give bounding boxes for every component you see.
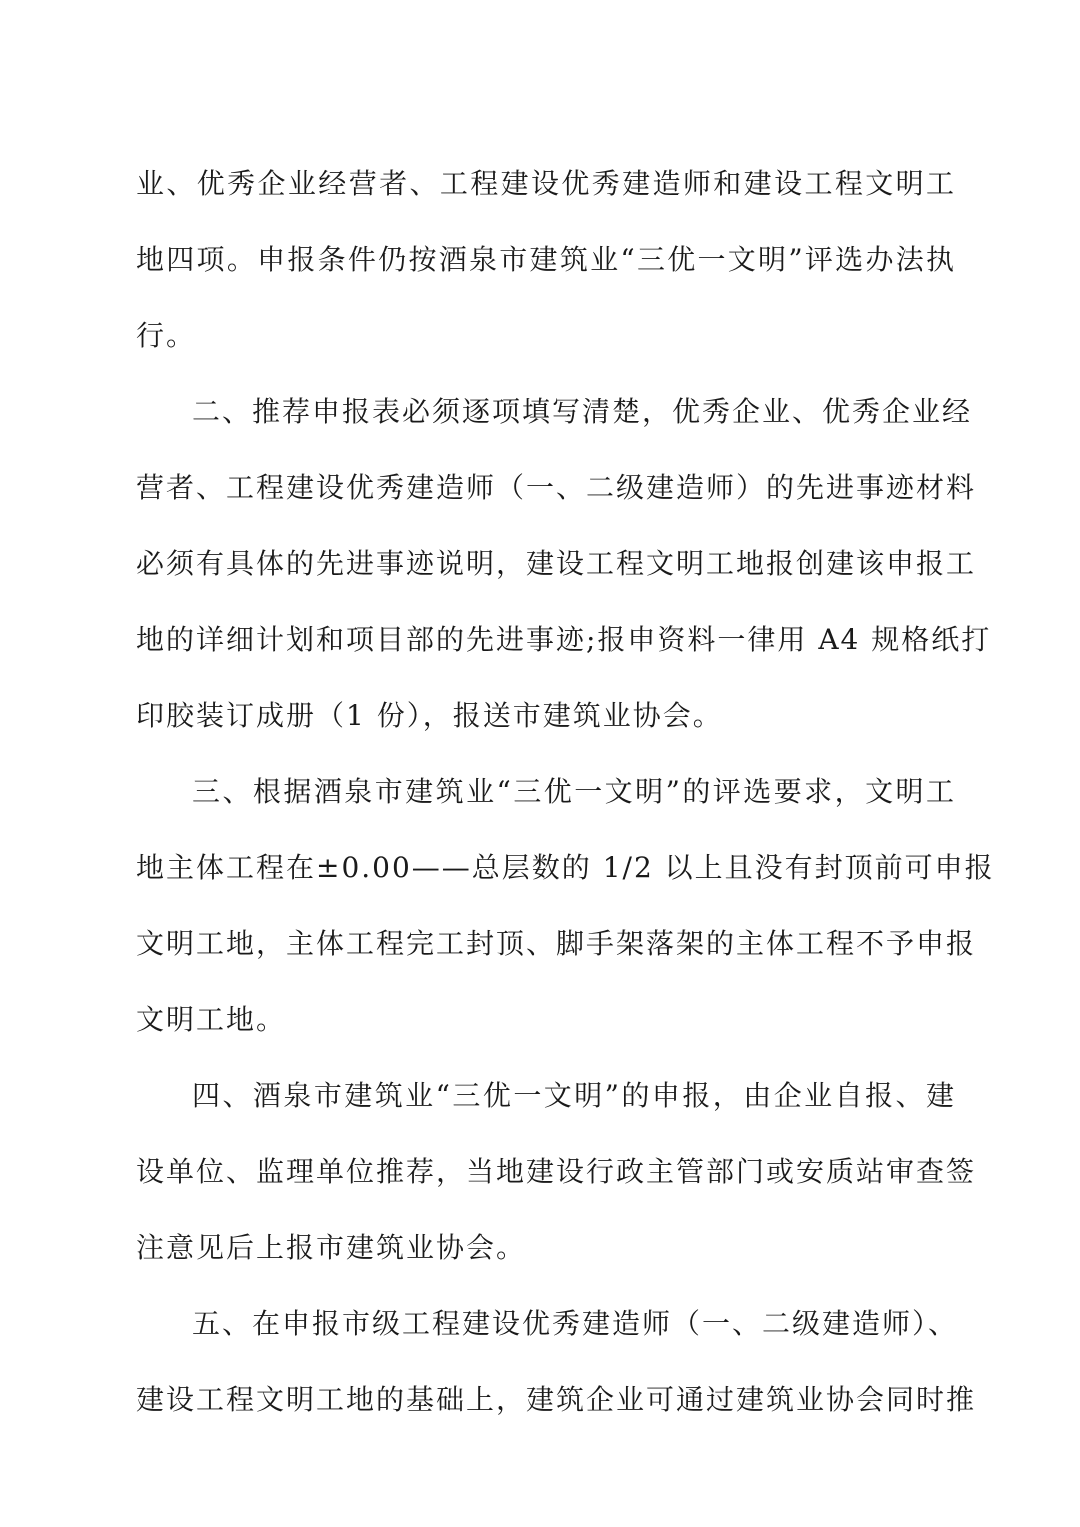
paragraph-2-line-2: 营者、工程建设优秀建造师（一、二级建造师）的先进事迹材料 <box>136 471 977 504</box>
paragraph-4-line-2: 设单位、监理单位推荐，当地建设行政主管部门或安质站审查签 <box>136 1155 977 1188</box>
paragraph-3-line-1: 三、根据酒泉市建筑业“三优一文明”的评选要求，文明工 <box>192 775 956 808</box>
paragraph-2-line-3: 必须有具体的先进事迹说明，建设工程文明工地报创建该申报工 <box>136 547 977 580</box>
paragraph-5-line-2: 建设工程文明工地的基础上，建筑企业可通过建筑业协会同时推 <box>136 1383 977 1416</box>
paragraph-3-line-2: 地主体工程在±0.00——总层数的 1/2 以上且没有封顶前可申报 <box>136 851 995 884</box>
paragraph-2-line-5: 印胶装订成册（1 份），报送市建筑业协会。 <box>136 699 723 732</box>
text-line-1: 业、优秀企业经营者、工程建设优秀建造师和建设工程文明工 <box>136 167 956 200</box>
paragraph-4-line-3: 注意见后上报市建筑业协会。 <box>136 1231 527 1264</box>
paragraph-3-line-3: 文明工地，主体工程完工封顶、脚手架落架的主体工程不予申报 <box>136 927 977 960</box>
paragraph-5-line-1: 五、在申报市级工程建设优秀建造师（一、二级建造师）、 <box>192 1307 959 1340</box>
paragraph-2-line-4: 地的详细计划和项目部的先进事迹;报申资料一律用 A4 规格纸打 <box>136 623 992 656</box>
text-line-2: 地四项。申报条件仍按酒泉市建筑业“三优一文明”评选办法执 <box>136 243 956 276</box>
paragraph-2-line-1: 二、推荐申报表必须逐项填写清楚，优秀企业、优秀企业经 <box>192 395 973 428</box>
paragraph-4-line-1: 四、酒泉市建筑业“三优一文明”的申报，由企业自报、建 <box>192 1079 956 1112</box>
text-line-3: 行。 <box>136 319 197 352</box>
paragraph-3-line-4: 文明工地。 <box>136 1003 287 1036</box>
